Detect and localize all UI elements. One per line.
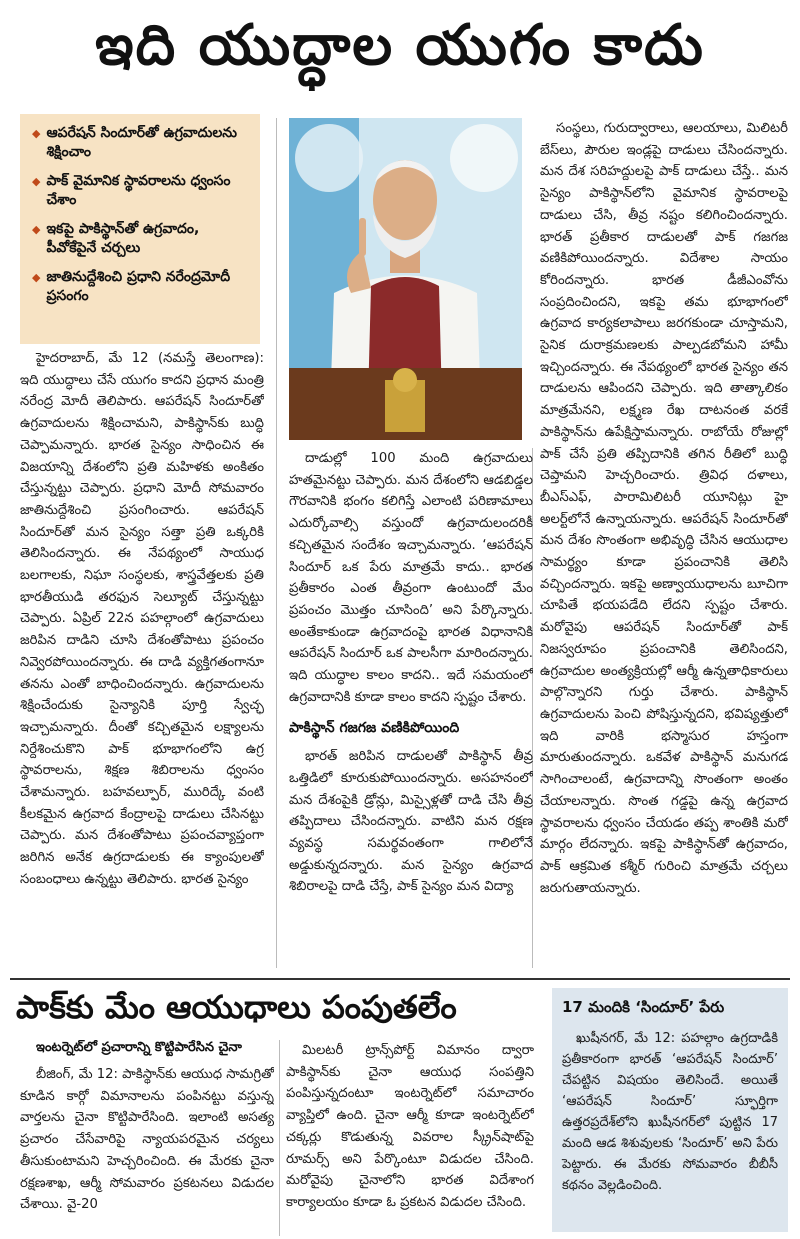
sindoor-sidebox xyxy=(552,988,788,1232)
sidebox-text: ఖుషీనగర్, మే 12: పహల్గాం ఉగ్రదాడికి ప్రతీకారంగా భారత్ ‘ఆపరేషన్ సిందూర్’ చేపట్టిన విషయం తెలిసిందే. అయితే ‘ఆపరేషన్ సిందూర్’ స్ఫూర్తిగా ఉత్తరప్రదేశ్‌లోని ఖుషీనగర్‌లో పుట్టిన 17 మంది ఆడ శిశువులకు ‘సిందూర్’ అని పేరు పెట్టారు. ఈ మేరకు సోమవారం బీబీసీ కథనం వెల్లడించింది. xyxy=(562,1031,778,1193)
highlight-text: ఆపరేషన్ సిందూర్‌తో ఉగ్రవాదులను శిక్షించాం xyxy=(46,125,237,160)
article-column-3 xyxy=(540,118,788,968)
main-headline: ఇది యుద్ధాల యుగం కాదు xyxy=(95,12,705,78)
highlight-item xyxy=(32,172,252,210)
article2-column-1 xyxy=(20,1064,274,1236)
article-paragraph: బీజింగ్, మే 12: పాకిస్థాన్‌కు ఆయుధ సామగ్రితో కూడిన కార్గో విమానాలను పంపినట్టు వస్తున్న వార్తలను చైనా కొట్టిపారేసింది. ఇలాంటి అసత్య ప్రచారం చేసేవారిపై న్యాయపరమైన చర్యలు తీసుకుంటామని హెచ్చరించింది. ఈ మేరకు చైనా రక్షణశాఖ, ఆర్మీ సోమవారం ప్రకటనలు విడుదల చేశాయి. వై-20 xyxy=(20,1067,274,1213)
article-paragraph: భారత్ జరిపిన దాడులతో పాకిస్థాన్ తీవ్ర ఒత్తిడిలో కూరుకుపోయిందన్నారు. అసహనంలో మన దేశంపైకి డ్రోన్లు, మిస్సైళ్లతో దాడి చేసి తీవ్ర తప్పిదాలు చేసిందన్నారు. వాటిని మన రక్షణ వ్యవస్థ సమర్థవంతంగా గాలిలోనే అడ్డుకున్నదన్నారు. మన సైన్యం ఉగ్రవాద శిబిరాలపై దాడి చేస్తే, పాక్ సైన్యం మన విద్యా xyxy=(289,749,533,895)
pm-photo-illustration xyxy=(289,118,522,440)
article-column-2 xyxy=(289,448,533,968)
article-paragraph: హైదరాబాద్, మే 12 (నమస్తే తెలంగాణ): ఇది యుద్ధాలు చేసే యుగం కాదని ప్రధాన మంత్రి నరేంద్ర మోదీ తెలిపారు. ఆపరేషన్ సిందూర్‌తో ఉగ్రవాదులను శిక్షించామని, పాకిస్థాన్‌కు బుద్ధి చెప్పామన్నారు. భారత సైన్యం సాధించిన ఈ విజయాన్ని దేశంలోని ప్రతి మహిళకు అంకితం చేస్తున్నట్టు చెప్పారు. ప్రధాని మోదీ సోమవారం జాతినుద్దేశించి ప్రసంగించారు. ఆపరేషన్ సిందూర్‌తో మన సైన్యం సత్తా ప్రతి ఒక్కరికి తెలిసిందన్నారు. ఈ నేపథ్యంలో సాయుధ బలగాలకు, నిఘా సంస్థలకు, శాస్త్రవేత్తలకు ప్రతి భారతీయుడి తరఫున సెల్యూట్ చేస్తున్నట్టు చెప్పారు. ఏప్రిల్ 22న పహల్గాంలో ఉగ్రవాదులు జరిపిన దాడిని చూసి దేశంతోపాటు ప్రపంచం నివ్వెరపోయిందన్నారు. ఈ దాడి వ్యక్తిగతంగానూ తనను ఎంతో బాధించిందన్నారు. ఉగ్రవాదులను శిక్షించేందుకు సైన్యానికి పూర్తి స్వేచ్ఛ ఇచ్చామన్నారు. దీంతో కచ్చితమైన లక్ష్యాలను నిర్దేశించుకొని పాక్ భూభాగంలోని ఉగ్ర స్థావరాలను, శిక్షణ శిబిరాలను ధ్వంసం చేశామన్నారు. బహవల్పూర్, మురిద్కే వంటి కీలకమైన ఉగ్రవాద కేంద్రాలపై దాడులు చేసినట్టు చెప్పారు. మన దేశంతోపాటు ప్రపంచవ్యాప్తంగా జరిగిన అనేక ఉగ్రదాడులకు ఈ క్యాంపులతో సంబంధాలు ఉన్నట్టు తెలిపారు. భారత సైన్యం xyxy=(20,351,264,887)
sidebox-title: 17 మందికి ‘సిందూర్’ పేరు xyxy=(562,998,725,1016)
article2-column-2 xyxy=(286,1040,534,1236)
highlights-box xyxy=(20,114,260,344)
article-paragraph: మిలటరీ ట్రాన్స్‌పోర్ట్ విమానం ద్వారా పాకిస్థాన్‌కు చైనా ఆయుధ సంపత్తిని పంపిస్తున్నదంటూ ఇంటర్నెట్‌లో సమాచారం వ్యాప్తిలో ఉంది. చైనా ఆర్మీ కూడా ఇంటర్నెట్‌లో చక్కర్లు కొడుతున్న వివరాల స్క్రీన్‌షాట్‌పై రూమర్స్ అని పేర్కొంటూ విడుదల చేసింది. మరోవైపు చైనాలోని భారత విదేశాంగ కార్యాలయం కూడా ఓ ప్రకటన విడుదల చేసింది. xyxy=(286,1043,534,1210)
diamond-icon: ◆ xyxy=(32,223,41,236)
article-paragraph: దాడుల్లో 100 మంది ఉగ్రవాదులు హతమైనట్టు చెప్పారు. మన దేశంలోని ఆడబిడ్డల గౌరవానికి భంగం కలిగిస్తే ఎలాంటి పరిణామాలు ఎదుర్కోవాల్సి వస్తుందో ఉగ్రవాదులందరికీ కచ్చితమైన సందేశం ఇచ్చామన్నారు. ‘ఆపరేషన్ సిందూర్ ఒక పేరు మాత్రమే కాదు.. భారత ప్రతీకారం ఎంత తీవ్రంగా ఉంటుందో మేం ప్రపంచం మొత్తం చూసింది’ అని పేర్కొన్నారు. అంతేకాకుండా ఉగ్రవాదంపై భారత విధానానికి ఆపరేషన్ సిందూర్ ఒక పాలసీగా మారిందన్నారు. ఇది యుద్ధాల కాలం కాదని.. ఇదే సమయంలో ఉగ్రవాదానికి కూడా కాలం కాదని స్పష్టం చేశారు. xyxy=(289,451,533,705)
second-subheading: ఇంటర్నెట్‌లో ప్రచారాన్ని కొట్టిపారేసిన చైనా xyxy=(36,1040,242,1055)
highlight-item xyxy=(32,220,252,258)
pm-photo xyxy=(289,118,522,440)
section-divider xyxy=(10,978,790,980)
diamond-icon: ◆ xyxy=(32,271,41,284)
diamond-icon: ◆ xyxy=(32,175,41,188)
second-headline: పాక్‌కు మేం ఆయుధాలు పంపుతలేం xyxy=(16,988,457,1026)
diamond-icon: ◆ xyxy=(32,127,41,140)
highlight-item xyxy=(32,124,252,162)
column-divider xyxy=(276,118,277,968)
article-paragraph: సంస్థలు, గురుద్వారాలు, ఆలయాలు, మిలిటరీ బేస్‌లు, పౌరుల ఇండ్లపై దాడులు చేసిందన్నారు. మన దేశ సరిహద్దులపై పాక్ దాడులు చేస్తే.. మన సైన్యం పాకిస్థాన్‌లోని వైమానిక స్థావరాలపై దాడులు చేసి, తీవ్ర నష్టం కలిగించిందన్నారు. భారత్ ప్రతీకార దాడులతో పాక్ గజగజ వణికిపోయిందన్నారు. విదేశాల సాయం కోరిందన్నారు. భారత డీజీఎంవోను సంప్రదించిందని, ఇకపై తమ భూభాగంలో ఉగ్రవాద కార్యకలాపాలు జరగకుండా చూస్తామని, సైనిక దురాక్రమణలకు పాల్పడబోమని హామీ ఇచ్చిందన్నారు. ఈ నేపథ్యంలో భారత సైన్యం తన దాడులను ఆపిందని చెప్పారు. ఇది తాత్కాలికం మాత్రమేనని, లక్ష్మణ రేఖ దాటనంత వరకే పాకిస్థాన్‌ను ఉపేక్షిస్తామన్నారు. రాబోయే రోజుల్లో పాక్ చేసే ప్రతి తప్పిదానికి తగిన రీతిలో బుద్ధి చెప్తామని హెచ్చరించారు. త్రివిధ దళాలు, బీఎస్ఎఫ్, పారామిలిటరీ యూనిట్లు హై అలర్ట్‌లోనే ఉన్నాయన్నారు. ఆపరేషన్ సిందూర్‌తో మన దేశం సొంతంగా అభివృద్ధి చేసిన ఆయుధాల సామర్థ్యం కూడా ప్రపంచానికి తెలిసి వచ్చిందన్నారు. ఇకపై అణ్వాయుధాలను బూచిగా చూపితే భయపడేది లేదని స్పష్టం చేశారు. మరోవైపు ఆపరేషన్ సిందూర్‌తో పాక్ నిజస్వరూపం ప్రపంచానికి తెలిసిందని, ఉగ్రవాదుల అంత్యక్రియల్లో ఆర్మీ ఉన్నతాధికారులు పాల్గొన్నారని గుర్తు చేశారు. పాకిస్థాన్ ఉగ్రవాదులను పెంచి పోషిస్తున్నదని, భవిష్యత్తులో ఇది వారికి భస్మాసుర హస్తంగా మారుతుందన్నారు. ఒకవేళ పాకిస్థాన్ మనుగడ సాగించాలంటే, ఉగ్రవాదాన్ని సొంతంగా అంతం చేయాలన్నారు. సొంత గడ్డపై ఉన్న ఉగ్రవాద స్థావరాలను ధ్వంసం చేయడం తప్ప శాంతికి మరో మార్గం లేదన్నారు. ఇకపై పాకిస్థాన్‌తో ఉగ్రవాదం, పాక్ ఆక్రమిత కశ్మీర్ గురించి మాత్రమే చర్చలు జరుగుతాయన్నారు. xyxy=(540,121,788,896)
highlight-item xyxy=(32,268,252,306)
article-column-1 xyxy=(20,348,264,968)
column-divider xyxy=(279,1040,280,1236)
article-subheading: పాకిస్థాన్ గజగజ వణికిపోయింది xyxy=(289,720,460,737)
highlight-text: పాక్ వైమానిక స్థావరాలను ధ్వంసం చేశాం xyxy=(46,173,231,208)
highlight-text: జాతినుద్దేశించి ప్రధాని నరేంద్రమోదీ ప్రసంగం xyxy=(46,269,231,304)
highlight-text: ఇకపై పాకిస్థాన్‌తో ఉగ్రవాదం, పీవోకేపైనే చర్చలు xyxy=(46,221,200,256)
